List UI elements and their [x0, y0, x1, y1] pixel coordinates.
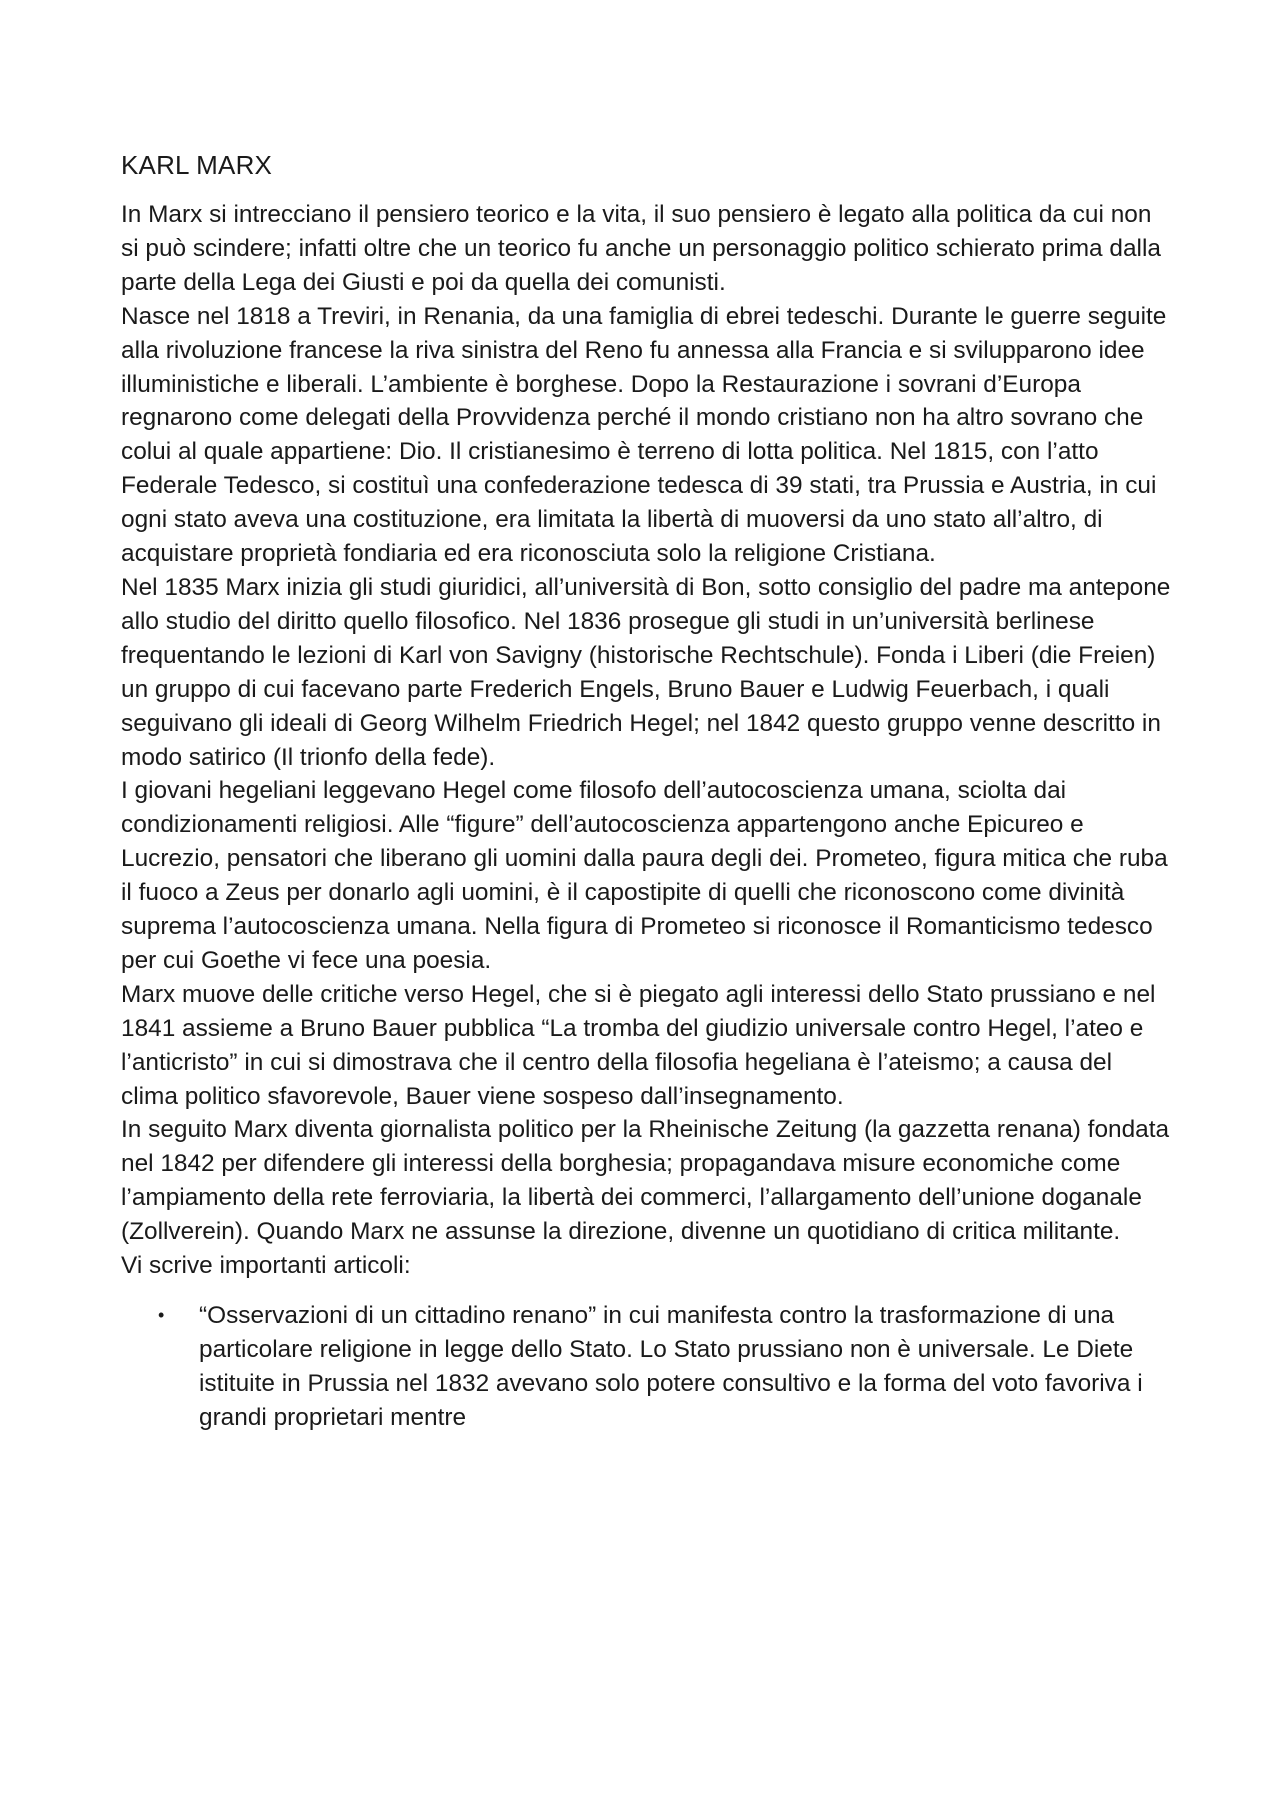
- paragraph-intro: In Marx si intrecciano il pensiero teorico e la vita, il suo pensiero è legato alla politica da cui non si può scindere; infatti oltre che un teorico fu anche un personaggio politico schierato prima dalla parte della Lega dei Giusti e poi da quella dei comunisti.: [121, 201, 1161, 296]
- paragraph-journalism: In seguito Marx diventa giornalista politico per la Rheinische Zeitung (la gazzetta renana) fondata nel 1842 per difendere gli interessi della borghesia; propagandava misure economiche come l’ampiamento della rete ferroviaria, la libertà dei commerci, l’allargamento dell’unione doganale (Zollverein). Quando Marx ne assunse la direzione, divenne un quotidiano di critica militante.: [121, 1116, 1170, 1246]
- document-title: KARL MARX: [121, 150, 273, 180]
- document-page: [121, 148, 1171, 1435]
- paragraph-articles-intro: Vi scrive importanti articoli:: [121, 1252, 411, 1280]
- paragraph-young-hegelians: I giovani hegeliani leggevano Hegel come filosofo dell’autocoscienza umana, sciolta dai condizionamenti religiosi. Alle “figure” dell’autocoscienza appartengono anche Epicureo e Lucrezio, pensatori che liberano gli uomini dalla paura degli dei. Prometeo, figura mitica che ruba il fuoco a Zeus per donarlo agli uomini, è il capostipite di quelli che riconoscono come divinità suprema l’autocoscienza umana. Nella figura di Prometeo si riconosce il Romanticismo tedesco per cui Goethe vi fece una poesia.: [121, 777, 1168, 974]
- list-item-text: “Osservazioni di un cittadino renano” in cui manifesta contro la trasformazione di una particolare religione in legge dello Stato. Lo Stato prussiano non è universale. Le Diete istituite in Prussia nel 1832 avevano solo potere consultivo e la forma del voto favoriva i grandi proprietari mentre: [199, 1302, 1143, 1431]
- paragraph-birth: Nasce nel 1818 a Treviri, in Renania, da una famiglia di ebrei tedeschi. Durante le guerre seguite alla rivoluzione francese la riva sinistra del Reno fu annessa alla Francia e si svilupparono idee illuministiche e liberali. L’ambiente è borghese. Dopo la Restaurazione i sovrani d’Europa regnarono come delegati della Provvidenza perché il mondo cristiano non ha altro sovrano che colui al quale appartiene: Dio. Il cristianesimo è terreno di lotta politica. Nel 1815, con l’atto Federale Tedesco, si costituì una confederazione tedesca di 39 stati, tra Prussia e Austria, in cui ogni stato aveva una costituzione, era limitata la libertà di muoversi da uno stato all’altro, di acquistare proprietà fondiaria ed era riconosciuta solo la religione Cristiana.: [121, 302, 1167, 568]
- bullet-icon: •: [158, 1305, 165, 1325]
- articles-list: [121, 1299, 1171, 1435]
- paragraph-studies: Nel 1835 Marx inizia gli studi giuridici, all’università di Bon, sotto consiglio del padre ma antepone allo studio del diritto quello filosofico. Nel 1836 prosegue gli studi in un’università berlinese frequentando le lezioni di Karl von Savigny (historische Rechtschule). Fonda i Liberi (die Freien) un gruppo di cui facevano parte Frederich Engels, Bruno Bauer e Ludwig Feuerbach, i quali seguivano gli ideali di Georg Wilhelm Friedrich Hegel; nel 1842 questo gruppo venne descritto in modo satirico (Il trionfo della fede).: [121, 573, 1171, 771]
- list-item: [121, 1299, 1171, 1435]
- paragraph-critique-hegel: Marx muove delle critiche verso Hegel, che si è piegato agli interessi dello Stato prussiano e nel 1841 assieme a Bruno Bauer pubblica “La tromba del giudizio universale contro Hegel, l’ateo e l’anticristo” in cui si dimostrava che il centro della filosofia hegeliana è l’ateismo; a causa del clima politico sfavorevole, Bauer viene sospeso dall’insegnamento.: [121, 980, 1156, 1110]
- document-body: [121, 198, 1171, 1435]
